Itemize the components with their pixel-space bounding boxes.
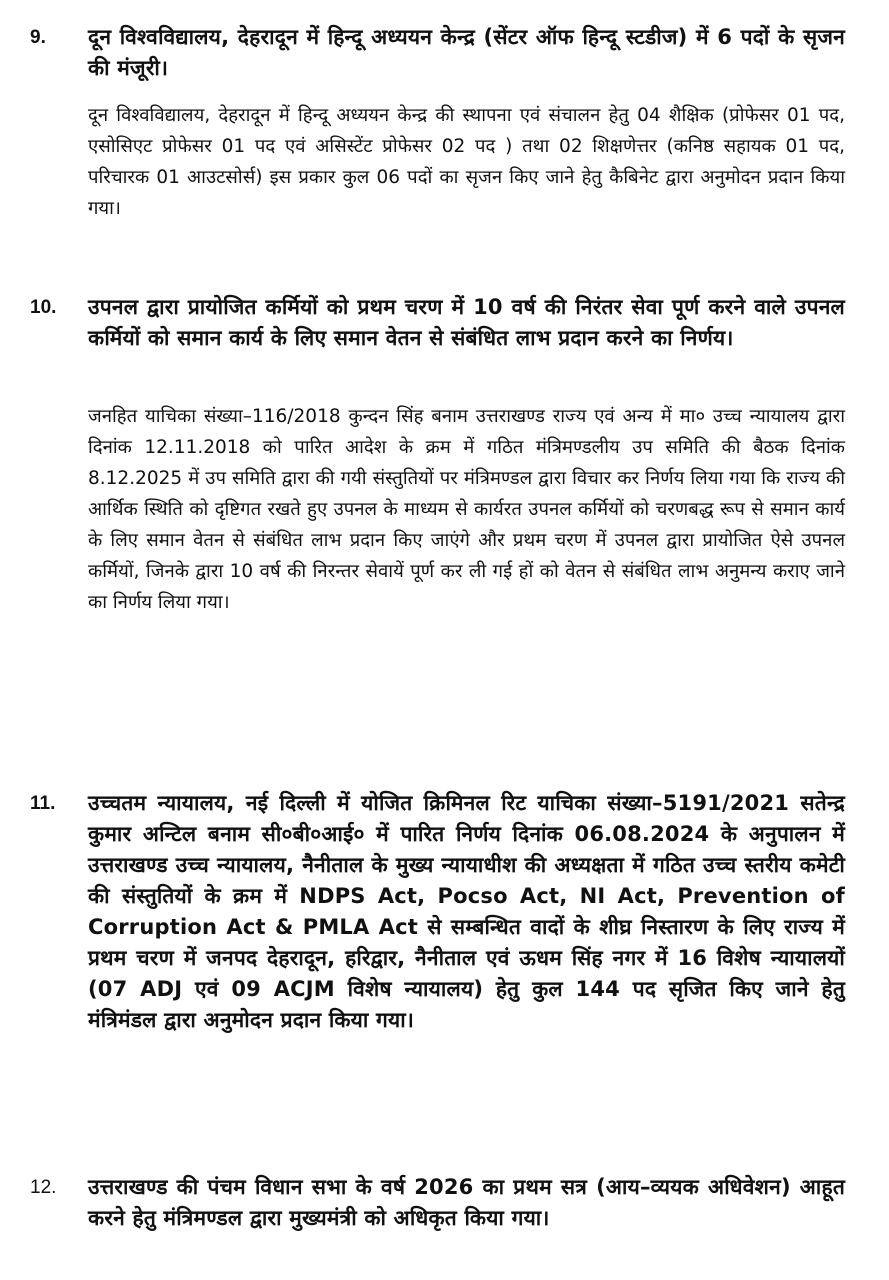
item-body: जनहित याचिका संख्या–116/2018 कुन्दन सिंह बनाम उत्तराखण्ड राज्य एवं अन्य में मा० उच्च न्यायालय द्वारा दिनांक 12.11.2018 को पारित आदेश के क्रम में गठित मंत्रिमण्डलीय उप समिति की बैठक दिनांक 8.12.2025 में उप समिति द्वारा की गयी संस्तुतियों पर मंत्रिमण्डल द्वारा विचार कर निर्णय लिया गया कि राज्य की आर्थिक स्थिति को दृष्टिगत रखते हुए उपनल के माध्यम से कार्यरत उपनल कर्मियों को चरणबद्ध रूप से समान कार्य के लिए समान वेतन से संबंधित लाभ प्रदान किए जाएंगे और प्रथम चरण में उपनल द्वारा प्रायोजित ऐसे उपनल कर्मियों, जिनके द्वारा 10 वर्ष की निरन्तर सेवायें पूर्ण कर ली गई हों को वेतन से संबंधित लाभ अनुमन्य कराए जाने का निर्णय लिया गया। [88, 406, 845, 613]
item-heading [30, 292, 845, 354]
item-heading [30, 22, 845, 84]
item-heading [30, 788, 845, 1036]
item-body: दून विश्वविद्यालय, देहरादून में हिन्दू अध्ययन केन्द्र की स्थापना एवं संचालन हेतु 04 शैक्षिक (प्रोफेसर 01 पद, एसोसिएट प्रोफेसर 01 पद एवं असिस्टेंट प्रोफेसर 02 पद ) तथा 02 शिक्षणेत्तर (कनिष्ठ सहायक 01 पद, परिचारक 01 आउटसोर्स) इस प्रकार कुल 06 पदों का सृजन किए जाने हेतु कैबिनेट द्वारा अनुमोदन प्रदान किया गया। [88, 105, 845, 219]
item-number: 10. [30, 297, 57, 318]
item-number: 9. [30, 27, 46, 48]
agenda-item-9 [30, 22, 845, 243]
item-number: 12. [30, 1177, 57, 1198]
agenda-item-12 [30, 1172, 845, 1234]
item-title: दून विश्वविद्यालय, देहरादून में हिन्दू अध्ययन केन्द्र (सेंटर ऑफ हिन्दू स्टडीज) में 6 पदों के सृजन की मंजूरी। [88, 25, 845, 80]
acjm-label: ACJM [273, 977, 335, 1001]
item-body [88, 788, 845, 1036]
item-title: उपनल द्वारा प्रायोजित कर्मियों को प्रथम चरण में 10 वर्ष की निरंतर सेवा पूर्ण करने वाले उपनल कर्मियों को समान कार्य के लिए समान वेतन से संबंधित लाभ प्रदान करने का निर्णय। [88, 295, 845, 350]
adj-label: ADJ [140, 977, 183, 1001]
item-title: उत्तराखण्ड की पंचम विधान सभा के वर्ष 2026 का प्रथम सत्र (आय–व्ययक अधिवेशन) आहूत करने हेतु मंत्रिमण्डल द्वारा मुख्यमंत्री को अधिकृत किया गया। [88, 1175, 845, 1230]
item-text-part2: से सम्बन्धित वादों के शीघ्र निस्तारण के लिए राज्य में प्रथम चरण में जनपद देहरादून, हरिद्वार, नैनीताल एवं ऊधम सिंह नगर में 16 विशेष न्यायालयों (07 [88, 915, 846, 1001]
item-text-part1: उच्चतम न्यायालय, नई दिल्ली में योजित क्रिमिनल रिट याचिका संख्या–5191/2021 सतेन्द्र कुमार अन्टिल बनाम सी०बी०आई० में पारित निर्णय दिनांक 06.08.2024 के अनुपालन में उत्तराखण्ड उच्च न्यायालय, नैनीताल के मुख्य न्यायाधीश की अध्यक्षता में गठित उच्च स्तरीय कमेटी की संस्तुतियों के क्रम में [88, 791, 845, 908]
item-text-part3: एवं 09 [194, 977, 261, 1001]
item-text-part4: विशेष न्यायालय) हेतु कुल 144 पद सृजित किए जाने हेतु मंत्रिमंडल द्वारा अनुमोदन प्रदान किया गया। [88, 977, 845, 1032]
acts-list: NDPS Act, Pocso Act, NI Act, Prevention of Corruption Act & PMLA Act [88, 884, 845, 939]
item-heading [30, 1172, 845, 1234]
agenda-item-11 [30, 788, 845, 1036]
item-number: 11. [30, 793, 56, 814]
agenda-item-10 [30, 292, 845, 637]
